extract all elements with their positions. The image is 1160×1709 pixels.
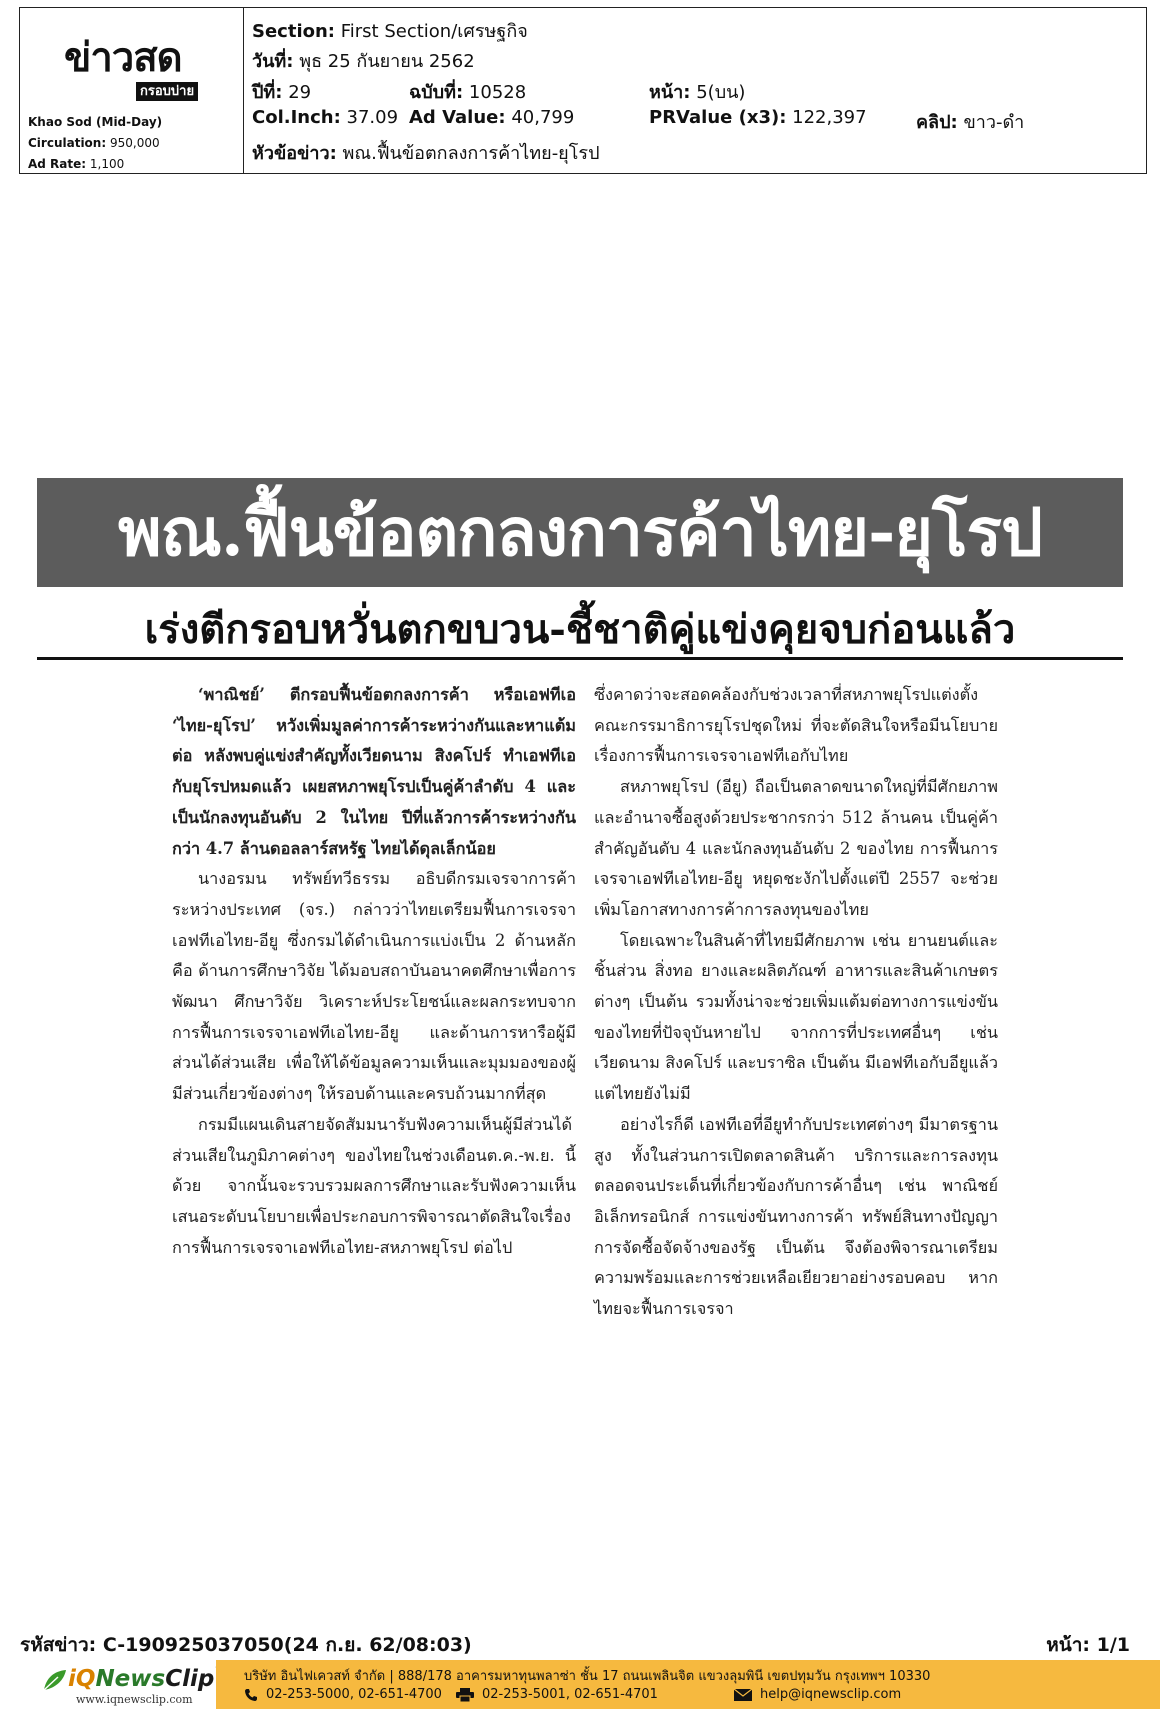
clipping-info-box: [19, 7, 1147, 174]
section-value: First Section/เศรษฐกิจ: [340, 21, 528, 42]
article-headline: พณ.ฟื้นข้อตกลงการค้าไทย-ยุโรป: [118, 493, 1042, 571]
issue-value: 10528: [468, 82, 527, 103]
article-paragraph: กรมมีแผนเดินสายจัดสัมมนารับฟังความเห็นผู้มีส่วนได้ส่วนเสียในภูมิภาคต่างๆ ของไทยในช่วงเดือนต.ค.-พ.ย. นี้ด้วย จากนั้นจะรวบรวมผลการศึกษาและรับฟังความเห็นเสนอระดับนโยบายเพื่อประกอบการพิจารณาตัดสินใจเรื่องการฟื้นการเจรจาเอฟทีเอไทย-สหภาพยุโรป ต่อไป: [172, 1114, 576, 1257]
edition-badge: กรอบบ่าย: [136, 82, 198, 101]
clip-value: ขาว-ดำ: [963, 112, 1025, 133]
year-value: 29: [288, 82, 312, 103]
email-address[interactable]: help@iqnewsclip.com: [760, 1687, 902, 1702]
clip-label: คลิป:: [916, 112, 958, 133]
colinch-value: 37.09: [346, 107, 399, 128]
circulation-value: 950,000: [109, 136, 160, 150]
advalue-value: 40,799: [511, 107, 575, 128]
headline-label: หัวข้อข่าว:: [252, 143, 337, 164]
headline-row: [252, 138, 600, 167]
news-code: รหัสข่าว: C-190925037050(24 ก.ย. 62/08:03): [20, 1634, 472, 1656]
year-cell: [252, 77, 311, 106]
article-paragraph: นางอรมน ทรัพย์ทวีธรรม อธิบดีกรมเจรจาการค้าระหว่างประเทศ (จร.) กล่าวว่าไทยเตรียมฟื้นการเจรจาเอฟทีเอไทย-อียู ซึ่งกรมได้ดำเนินการแบ่งเป็น 2 ด้านหลัก คือ ด้านการศึกษาวิจัย ได้มอบสถาบันอนาคตศึกษาเพื่อการพัฒนา ศึกษาวิจัย วิเคราะห์ประโยชน์และผลกระทบจากการฟื้นการเจรจาเอฟทีเอไทย-อียู และด้านการหารือผู้มีส่วนได้ส่วนเสีย เพื่อให้ได้ข้อมูลความเห็นและมุมมองของผู้มีส่วนเกี่ยวข้องต่างๆ ให้รอบด้านและครบถ้วนมากที่สุด: [172, 869, 576, 1104]
website-link[interactable]: www.iqnewsclip.com: [76, 1693, 193, 1706]
colinch-label: Col.Inch:: [252, 107, 341, 128]
envelope-icon: [734, 1689, 752, 1701]
page-cell: [649, 77, 745, 106]
issue-cell: [409, 77, 526, 106]
year-label: ปีที่:: [252, 82, 283, 103]
email-contact[interactable]: [734, 1687, 901, 1702]
fax-contact: [456, 1687, 658, 1702]
article-column-left: [172, 680, 576, 1263]
newspaper-logo: ข่าวสด: [64, 35, 182, 81]
prvalue-value: 122,397: [792, 107, 867, 128]
publication-details: [28, 112, 162, 175]
article-paragraph: สหภาพยุโรป (อียู) ถือเป็นตลาดขนาดใหญ่ที่มีศักยภาพและอำนาจซื้อสูงด้วยประชากรกว่า 512 ล้านคน เป็นคู่ค้าสำคัญอันดับ 4 และนักลงทุนอันดับ 2 ของไทย การฟื้นการเจรจาเอฟทีเอไทย-อียู หยุดชะงักไปตั้งแต่ปี 2557 จะช่วยเพิ่มโอกาสทางการค้าการลงทุนของไทย: [594, 777, 998, 919]
company-address: บริษัท อินไฟเควสท์ จำกัด | 888/178 อาคารมหาทุนพลาซ่า ชั้น 17 ถนนเพลินจิต แขวงลุมพินี เขตปทุมวัน กรุงเทพฯ 10330: [244, 1669, 931, 1684]
fax-numbers: 02-253-5001, 02-651-4701: [482, 1687, 658, 1702]
article-lead-paragraph: ‘พาณิชย์’ ตีกรอบฟื้นข้อตกลงการค้า หรือเอฟทีเอ ‘ไทย-ยุโรป’ หวังเพิ่มมูลค่าการค้าระหว่างกันและหาแต้มต่อ หลังพบคู่แข่งสำคัญทั้งเวียดนาม สิงคโปร์ ทำเอฟทีเอกับยุโรปหมดแล้ว เผยสหภาพยุโรปเป็นคู่ค้าลำดับ 4 และเป็นนักลงทุนอันดับ 2 ในไทย ปีที่แล้วการค้าระหว่างกันกว่า 4.7 ล้านดอลลาร์สหรัฐ ไทยได้ดุลเล็กน้อย: [172, 685, 576, 858]
iqnewsclip-logo: iQNewsClip: [68, 1666, 215, 1692]
advalue-label: Ad Value:: [409, 107, 506, 128]
footer-logo-area: [0, 1660, 216, 1709]
printer-icon: [456, 1688, 474, 1702]
ad-rate-label: Ad Rate:: [28, 157, 87, 171]
phone-contact: [244, 1687, 442, 1702]
circulation-label: Circulation:: [28, 136, 107, 150]
prvalue-cell: [649, 107, 867, 128]
publication-name: Khao Sod (Mid-Day): [28, 115, 163, 129]
section-label: Section:: [252, 21, 335, 42]
headline-value: พณ.ฟื้นข้อตกลงการค้าไทย-ยุโรป: [342, 143, 600, 164]
clip-cell: [916, 107, 1024, 136]
article-paragraph: โดยเฉพาะในสินค้าที่ไทยมีศักยภาพ เช่น ยานยนต์และชิ้นส่วน สิ่งทอ ยางและผลิตภัณฑ์ อาหารและสินค้าเกษตรต่างๆ เป็นต้น รวมทั้งน่าจะช่วยเพิ่มแต้มต่อทางการแข่งขันของไทยที่ปัจจุบันหายไป จากการที่ประเทศอื่นๆ เช่น เวียดนาม สิงคโปร์ และบราซิล เป็นต้น มีเอฟทีเอกับอียูแล้วแต่ไทยยังไม่มี: [594, 930, 998, 1104]
page-value: 5(บน): [696, 82, 746, 103]
prvalue-label: PRValue (x3):: [649, 107, 787, 128]
advalue-cell: [409, 107, 574, 128]
article-column-right: [594, 680, 998, 1325]
leaf-icon: [42, 1668, 68, 1692]
article-subheadline: เร่งตีกรอบหวั่นตกขบวน-ชี้ชาติคู่แข่งคุยจบก่อนแล้ว: [37, 604, 1123, 660]
headline-banner: [37, 478, 1123, 587]
date-value: พุธ 25 กันยายน 2562: [299, 51, 475, 72]
company-info: [216, 1660, 1160, 1709]
date-label: วันที่:: [252, 51, 294, 72]
phone-numbers: 02-253-5000, 02-651-4700: [266, 1687, 442, 1702]
footer-band: [0, 1660, 1160, 1709]
issue-label: ฉบับที่:: [409, 82, 464, 103]
page-label: หน้า:: [649, 82, 691, 103]
article-paragraph: อย่างไรก็ดี เอฟทีเอที่อียูทำกับประเทศต่างๆ มีมาตรฐานสูง ทั้งในส่วนการเปิดตลาดสินค้า บริการและการลงทุน ตลอดจนประเด็นที่เกี่ยวข้องกับการค้าอื่นๆ เช่น พาณิชย์อิเล็กทรอนิกส์ การแข่งขันทางการค้า ทรัพย์สินทางปัญญา การจัดซื้อจัดจ้างของรัฐ เป็นต้น จึงต้องพิจารณาเตรียมความพร้อมและการช่วยเหลือเยียวยาอย่างรอบคอบ หากไทยจะฟื้นการเจรจา: [594, 1114, 998, 1319]
colinch-cell: [252, 107, 398, 128]
date-row: [252, 46, 475, 75]
clip-metadata-panel: [244, 8, 1146, 173]
page-indicator: หน้า: 1/1: [1046, 1634, 1130, 1656]
section-row: [252, 16, 528, 45]
phone-icon: [244, 1688, 258, 1702]
article-paragraph: ซึ่งคาดว่าจะสอดคล้องกับช่วงเวลาที่สหภาพยุโรปแต่งตั้งคณะกรรมาธิการยุโรปชุดใหม่ ที่จะตัดสินใจหรือมีนโยบายเรื่องการฟื้นการเจรจาเอฟทีเอกับไทย: [594, 685, 998, 766]
publication-panel: [20, 8, 244, 173]
ad-rate-value: 1,100: [89, 157, 125, 171]
